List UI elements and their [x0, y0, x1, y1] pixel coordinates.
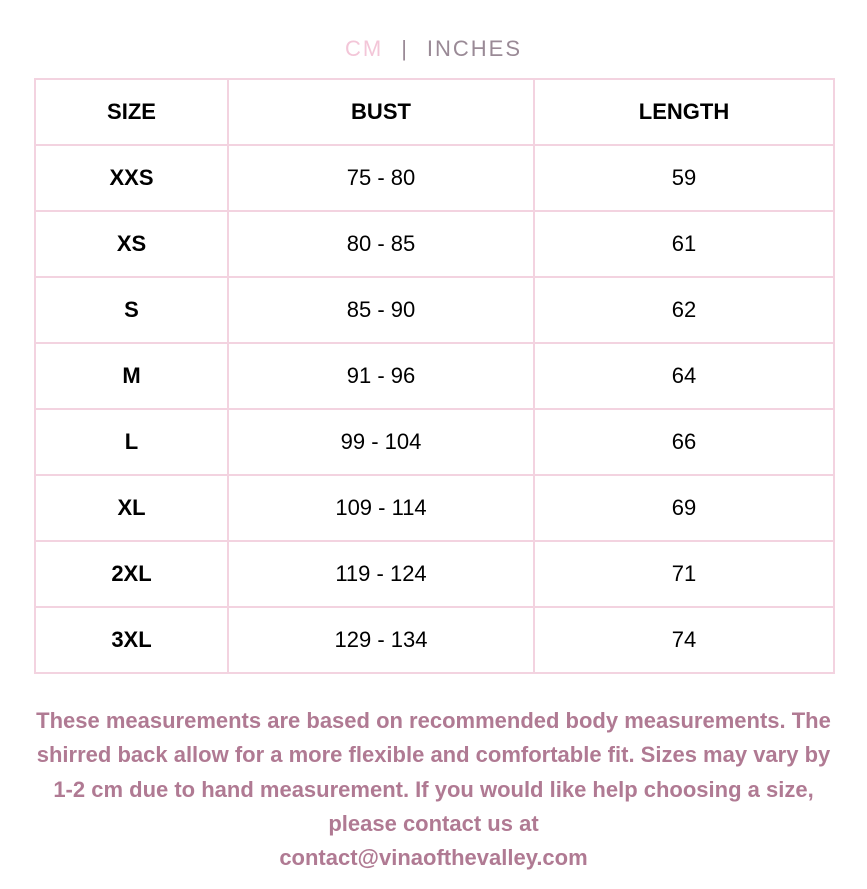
bust-cell: 129 - 134	[228, 607, 534, 673]
bust-cell: 99 - 104	[228, 409, 534, 475]
table-row	[35, 145, 834, 211]
table-row	[35, 607, 834, 673]
size-cell: L	[35, 409, 228, 475]
bust-cell: 91 - 96	[228, 343, 534, 409]
unit-separator: |	[401, 36, 409, 61]
size-cell: 3XL	[35, 607, 228, 673]
bust-cell: 109 - 114	[228, 475, 534, 541]
size-note	[30, 704, 837, 875]
length-cell: 66	[534, 409, 834, 475]
bust-cell: 80 - 85	[228, 211, 534, 277]
length-cell: 64	[534, 343, 834, 409]
length-cell: 71	[534, 541, 834, 607]
size-cell: XXS	[35, 145, 228, 211]
length-cell: 61	[534, 211, 834, 277]
table-row	[35, 343, 834, 409]
bust-cell: 75 - 80	[228, 145, 534, 211]
header-length: LENGTH	[534, 79, 834, 145]
unit-cm-tab[interactable]: CM	[344, 36, 384, 61]
length-cell: 69	[534, 475, 834, 541]
length-cell: 59	[534, 145, 834, 211]
bust-cell: 119 - 124	[228, 541, 534, 607]
header-bust: BUST	[228, 79, 534, 145]
size-cell: 2XL	[35, 541, 228, 607]
length-cell: 74	[534, 607, 834, 673]
table-header-row	[35, 79, 834, 145]
table-row	[35, 475, 834, 541]
size-cell: XS	[35, 211, 228, 277]
size-cell: M	[35, 343, 228, 409]
header-size: SIZE	[35, 79, 228, 145]
unit-toggle	[0, 36, 867, 62]
contact-email-link[interactable]: contact@vinaofthevalley.com	[279, 845, 588, 871]
bust-cell: 85 - 90	[228, 277, 534, 343]
size-cell: XL	[35, 475, 228, 541]
table-row	[35, 211, 834, 277]
length-cell: 62	[534, 277, 834, 343]
size-chart-table	[34, 78, 835, 674]
size-cell: S	[35, 277, 228, 343]
table-row	[35, 409, 834, 475]
size-note-text: These measurements are based on recommended body measurements. The shirred back allow for a more flexible and comfortable fit. Sizes may vary by 1-2 cm due to hand measurement. If you would like help choosing a size, please contact us at	[36, 708, 831, 836]
table-row	[35, 277, 834, 343]
unit-inches-tab[interactable]: INCHES	[426, 36, 523, 61]
table-row	[35, 541, 834, 607]
